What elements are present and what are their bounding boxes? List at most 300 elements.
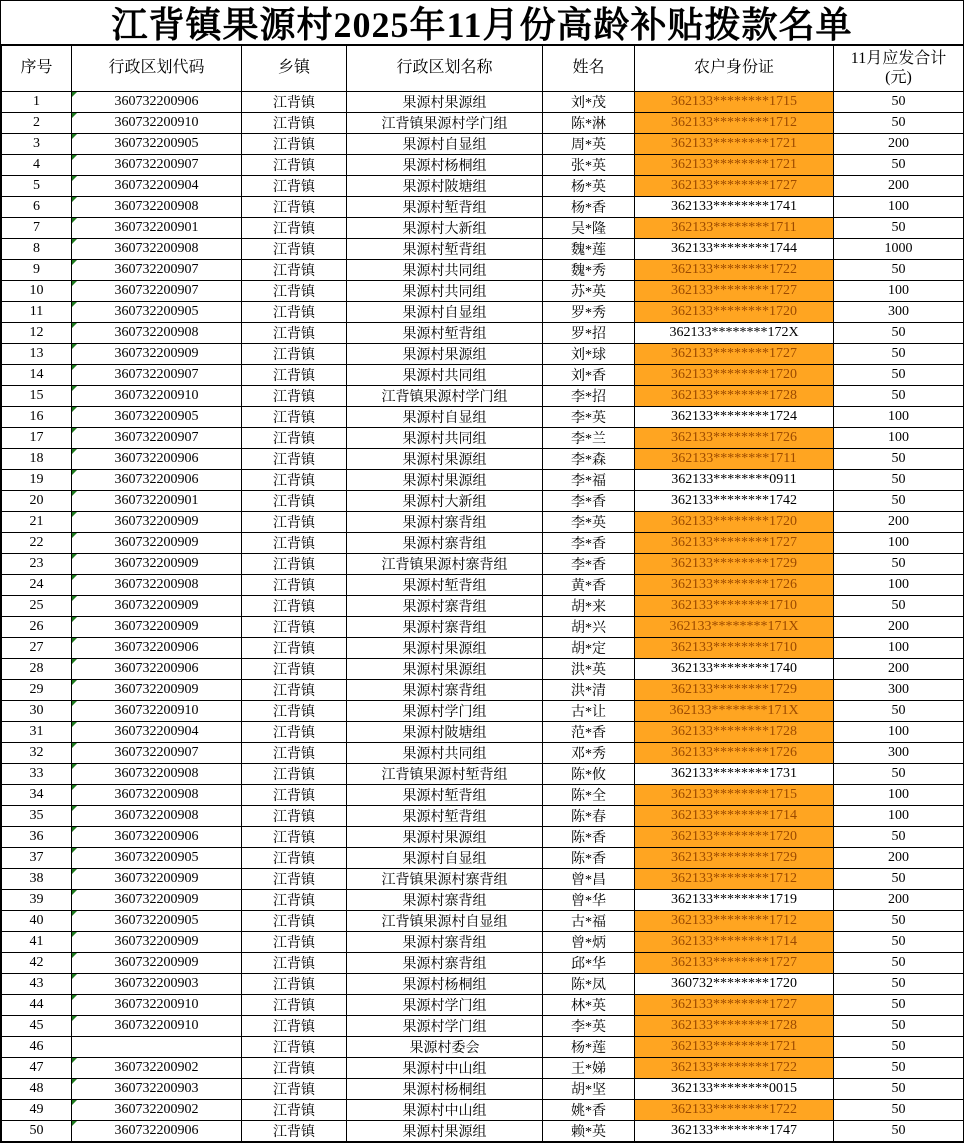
cell-name[interactable]: 邱*华 [543, 953, 635, 974]
cell-name[interactable]: 林*英 [543, 995, 635, 1016]
cell-serial[interactable]: 15 [2, 386, 72, 407]
cell-district-code[interactable]: 360732200908 [72, 764, 242, 785]
cell-district-name[interactable]: 果源村中山组 [347, 1100, 543, 1121]
cell-town[interactable]: 江背镇 [242, 638, 347, 659]
cell-district-name[interactable]: 果源村学门组 [347, 701, 543, 722]
cell-serial[interactable]: 12 [2, 323, 72, 344]
cell-id-number[interactable]: 362133********1711 [635, 218, 834, 239]
cell-id-number[interactable]: 362133********1729 [635, 848, 834, 869]
cell-town[interactable]: 江背镇 [242, 449, 347, 470]
cell-name[interactable]: 赖*英 [543, 1121, 635, 1142]
cell-district-name[interactable]: 果源村堑背组 [347, 575, 543, 596]
cell-serial[interactable]: 8 [2, 239, 72, 260]
cell-district-code[interactable] [72, 1037, 242, 1058]
cell-town[interactable]: 江背镇 [242, 932, 347, 953]
cell-name[interactable]: 李*招 [543, 386, 635, 407]
cell-district-code[interactable]: 360732200904 [72, 176, 242, 197]
cell-town[interactable]: 江背镇 [242, 470, 347, 491]
cell-town[interactable]: 江背镇 [242, 575, 347, 596]
cell-district-name[interactable]: 果源村果源组 [347, 1121, 543, 1142]
cell-district-name[interactable]: 果源村寨背组 [347, 533, 543, 554]
cell-town[interactable]: 江背镇 [242, 239, 347, 260]
cell-name[interactable]: 李*香 [543, 554, 635, 575]
cell-id-number[interactable]: 362133********1712 [635, 869, 834, 890]
cell-name[interactable]: 刘*香 [543, 365, 635, 386]
cell-name[interactable]: 范*香 [543, 722, 635, 743]
cell-serial[interactable]: 21 [2, 512, 72, 533]
cell-amount[interactable]: 50 [834, 1079, 964, 1100]
cell-town[interactable]: 江背镇 [242, 155, 347, 176]
cell-town[interactable]: 江背镇 [242, 1037, 347, 1058]
cell-district-name[interactable]: 果源村堑背组 [347, 806, 543, 827]
cell-town[interactable]: 江背镇 [242, 113, 347, 134]
cell-name[interactable]: 罗*秀 [543, 302, 635, 323]
cell-amount[interactable]: 50 [834, 554, 964, 575]
cell-district-name[interactable]: 果源村共同组 [347, 281, 543, 302]
cell-name[interactable]: 曾*昌 [543, 869, 635, 890]
cell-id-number[interactable]: 362133********1727 [635, 995, 834, 1016]
cell-id-number[interactable]: 362133********1727 [635, 344, 834, 365]
cell-amount[interactable]: 100 [834, 785, 964, 806]
cell-serial[interactable]: 2 [2, 113, 72, 134]
cell-serial[interactable]: 37 [2, 848, 72, 869]
cell-id-number[interactable]: 362133********0015 [635, 1079, 834, 1100]
cell-serial[interactable]: 40 [2, 911, 72, 932]
cell-district-name[interactable]: 果源村大新组 [347, 218, 543, 239]
cell-town[interactable]: 江背镇 [242, 92, 347, 113]
cell-serial[interactable]: 42 [2, 953, 72, 974]
cell-town[interactable]: 江背镇 [242, 428, 347, 449]
cell-amount[interactable]: 100 [834, 722, 964, 743]
cell-name[interactable]: 李*英 [543, 512, 635, 533]
cell-town[interactable]: 江背镇 [242, 365, 347, 386]
cell-district-code[interactable]: 360732200909 [72, 533, 242, 554]
cell-district-code[interactable]: 360732200909 [72, 344, 242, 365]
cell-district-name[interactable]: 果源村寨背组 [347, 617, 543, 638]
cell-district-name[interactable]: 果源村学门组 [347, 995, 543, 1016]
cell-amount[interactable]: 50 [834, 113, 964, 134]
cell-serial[interactable]: 41 [2, 932, 72, 953]
cell-amount[interactable]: 100 [834, 638, 964, 659]
cell-serial[interactable]: 5 [2, 176, 72, 197]
cell-amount[interactable]: 50 [834, 953, 964, 974]
cell-amount[interactable]: 100 [834, 575, 964, 596]
cell-town[interactable]: 江背镇 [242, 176, 347, 197]
cell-name[interactable]: 王*娣 [543, 1058, 635, 1079]
cell-serial[interactable]: 11 [2, 302, 72, 323]
cell-amount[interactable]: 50 [834, 701, 964, 722]
cell-amount[interactable]: 300 [834, 680, 964, 701]
cell-serial[interactable]: 24 [2, 575, 72, 596]
cell-district-code[interactable]: 360732200909 [72, 596, 242, 617]
cell-id-number[interactable]: 362133********1724 [635, 407, 834, 428]
cell-district-name[interactable]: 果源村果源组 [347, 344, 543, 365]
cell-name[interactable]: 刘*球 [543, 344, 635, 365]
cell-town[interactable]: 江背镇 [242, 554, 347, 575]
cell-town[interactable]: 江背镇 [242, 1016, 347, 1037]
cell-district-name[interactable]: 果源村自显组 [347, 134, 543, 155]
cell-name[interactable]: 陈*淋 [543, 113, 635, 134]
cell-amount[interactable]: 50 [834, 932, 964, 953]
cell-district-code[interactable]: 360732200910 [72, 386, 242, 407]
cell-district-code[interactable]: 360732200907 [72, 365, 242, 386]
cell-district-code[interactable]: 360732200907 [72, 260, 242, 281]
cell-amount[interactable]: 50 [834, 1058, 964, 1079]
cell-amount[interactable]: 1000 [834, 239, 964, 260]
cell-amount[interactable]: 50 [834, 596, 964, 617]
cell-amount[interactable]: 50 [834, 92, 964, 113]
cell-name[interactable]: 张*英 [543, 155, 635, 176]
cell-amount[interactable]: 200 [834, 659, 964, 680]
cell-district-name[interactable]: 果源村果源组 [347, 449, 543, 470]
cell-district-code[interactable]: 360732200906 [72, 659, 242, 680]
cell-id-number[interactable]: 362133********1715 [635, 785, 834, 806]
cell-serial[interactable]: 10 [2, 281, 72, 302]
cell-id-number[interactable]: 362133********1715 [635, 92, 834, 113]
cell-id-number[interactable]: 362133********1727 [635, 953, 834, 974]
cell-serial[interactable]: 47 [2, 1058, 72, 1079]
cell-name[interactable]: 刘*茂 [543, 92, 635, 113]
cell-town[interactable]: 江背镇 [242, 995, 347, 1016]
cell-district-code[interactable]: 360732200905 [72, 407, 242, 428]
cell-id-number[interactable]: 362133********1728 [635, 386, 834, 407]
cell-district-name[interactable]: 果源村共同组 [347, 365, 543, 386]
cell-amount[interactable]: 50 [834, 1037, 964, 1058]
cell-id-number[interactable]: 362133********1722 [635, 260, 834, 281]
cell-serial[interactable]: 14 [2, 365, 72, 386]
cell-serial[interactable]: 3 [2, 134, 72, 155]
cell-district-code[interactable]: 360732200906 [72, 470, 242, 491]
cell-id-number[interactable]: 362133********1727 [635, 281, 834, 302]
cell-amount[interactable]: 50 [834, 974, 964, 995]
cell-district-name[interactable]: 江背镇果源村堑背组 [347, 764, 543, 785]
cell-name[interactable]: 胡*来 [543, 596, 635, 617]
cell-serial[interactable]: 45 [2, 1016, 72, 1037]
cell-name[interactable]: 魏*莲 [543, 239, 635, 260]
cell-serial[interactable]: 1 [2, 92, 72, 113]
cell-name[interactable]: 周*英 [543, 134, 635, 155]
cell-id-number[interactable]: 362133********1722 [635, 1100, 834, 1121]
cell-district-name[interactable]: 果源村堑背组 [347, 323, 543, 344]
cell-id-number[interactable]: 362133********1721 [635, 155, 834, 176]
cell-district-code[interactable]: 360732200909 [72, 890, 242, 911]
cell-id-number[interactable]: 362133********1712 [635, 113, 834, 134]
cell-district-code[interactable]: 360732200905 [72, 134, 242, 155]
cell-district-code[interactable]: 360732200907 [72, 743, 242, 764]
cell-amount[interactable]: 50 [834, 386, 964, 407]
cell-name[interactable]: 罗*招 [543, 323, 635, 344]
cell-id-number[interactable]: 362133********1728 [635, 722, 834, 743]
cell-name[interactable]: 李*英 [543, 1016, 635, 1037]
cell-id-number[interactable]: 362133********1712 [635, 911, 834, 932]
cell-amount[interactable]: 200 [834, 890, 964, 911]
cell-district-name[interactable]: 果源村堑背组 [347, 239, 543, 260]
cell-amount[interactable]: 50 [834, 344, 964, 365]
cell-id-number[interactable]: 362133********0911 [635, 470, 834, 491]
cell-district-code[interactable]: 360732200909 [72, 953, 242, 974]
cell-district-name[interactable]: 江背镇果源村寨背组 [347, 554, 543, 575]
cell-town[interactable]: 江背镇 [242, 743, 347, 764]
cell-serial[interactable]: 13 [2, 344, 72, 365]
cell-id-number[interactable]: 362133********1742 [635, 491, 834, 512]
cell-name[interactable]: 李*香 [543, 533, 635, 554]
cell-name[interactable]: 胡*坚 [543, 1079, 635, 1100]
cell-town[interactable]: 江背镇 [242, 1079, 347, 1100]
cell-district-code[interactable]: 360732200903 [72, 1079, 242, 1100]
cell-serial[interactable]: 16 [2, 407, 72, 428]
cell-name[interactable]: 苏*英 [543, 281, 635, 302]
cell-district-name[interactable]: 果源村果源组 [347, 659, 543, 680]
cell-serial[interactable]: 35 [2, 806, 72, 827]
cell-amount[interactable]: 50 [834, 911, 964, 932]
cell-id-number[interactable]: 362133********1727 [635, 533, 834, 554]
cell-town[interactable]: 江背镇 [242, 302, 347, 323]
cell-district-code[interactable]: 360732200904 [72, 722, 242, 743]
cell-id-number[interactable]: 362133********1741 [635, 197, 834, 218]
cell-district-code[interactable]: 360732200906 [72, 638, 242, 659]
cell-id-number[interactable]: 362133********1729 [635, 680, 834, 701]
cell-id-number[interactable]: 362133********1726 [635, 428, 834, 449]
cell-name[interactable]: 陈*春 [543, 806, 635, 827]
cell-serial[interactable]: 23 [2, 554, 72, 575]
cell-name[interactable]: 曾*华 [543, 890, 635, 911]
cell-town[interactable]: 江背镇 [242, 533, 347, 554]
cell-town[interactable]: 江背镇 [242, 722, 347, 743]
cell-amount[interactable]: 50 [834, 764, 964, 785]
cell-serial[interactable]: 17 [2, 428, 72, 449]
cell-id-number[interactable]: 362133********1714 [635, 806, 834, 827]
cell-district-name[interactable]: 江背镇果源村学门组 [347, 386, 543, 407]
cell-district-code[interactable]: 360732200901 [72, 218, 242, 239]
cell-amount[interactable]: 200 [834, 134, 964, 155]
cell-town[interactable]: 江背镇 [242, 1100, 347, 1121]
cell-amount[interactable]: 100 [834, 533, 964, 554]
cell-name[interactable]: 陈*香 [543, 827, 635, 848]
cell-town[interactable]: 江背镇 [242, 386, 347, 407]
cell-name[interactable]: 李*香 [543, 491, 635, 512]
cell-district-name[interactable]: 果源村寨背组 [347, 953, 543, 974]
cell-name[interactable]: 陈*攸 [543, 764, 635, 785]
cell-district-name[interactable]: 果源村堑背组 [347, 197, 543, 218]
cell-town[interactable]: 江背镇 [242, 491, 347, 512]
cell-town[interactable]: 江背镇 [242, 1121, 347, 1142]
cell-district-code[interactable]: 360732200905 [72, 848, 242, 869]
cell-amount[interactable]: 50 [834, 491, 964, 512]
cell-name[interactable]: 胡*兴 [543, 617, 635, 638]
cell-id-number[interactable]: 362133********1720 [635, 302, 834, 323]
cell-amount[interactable]: 200 [834, 176, 964, 197]
cell-amount[interactable]: 50 [834, 470, 964, 491]
cell-district-code[interactable]: 360732200908 [72, 575, 242, 596]
cell-amount[interactable]: 50 [834, 260, 964, 281]
cell-amount[interactable]: 200 [834, 512, 964, 533]
cell-id-number[interactable]: 360732********1720 [635, 974, 834, 995]
cell-district-name[interactable]: 果源村果源组 [347, 470, 543, 491]
cell-serial[interactable]: 26 [2, 617, 72, 638]
cell-district-code[interactable]: 360732200909 [72, 869, 242, 890]
cell-district-code[interactable]: 360732200909 [72, 617, 242, 638]
cell-district-code[interactable]: 360732200905 [72, 302, 242, 323]
cell-amount[interactable]: 50 [834, 1100, 964, 1121]
cell-district-name[interactable]: 果源村共同组 [347, 260, 543, 281]
cell-district-name[interactable]: 果源村果源组 [347, 92, 543, 113]
cell-amount[interactable]: 50 [834, 827, 964, 848]
cell-name[interactable]: 李*森 [543, 449, 635, 470]
cell-name[interactable]: 吴*隆 [543, 218, 635, 239]
cell-name[interactable]: 胡*定 [543, 638, 635, 659]
cell-district-name[interactable]: 果源村杨桐组 [347, 155, 543, 176]
cell-id-number[interactable]: 362133********171X [635, 617, 834, 638]
cell-town[interactable]: 江背镇 [242, 512, 347, 533]
cell-district-code[interactable]: 360732200903 [72, 974, 242, 995]
cell-town[interactable]: 江背镇 [242, 848, 347, 869]
cell-id-number[interactable]: 362133********1740 [635, 659, 834, 680]
cell-district-code[interactable]: 360732200908 [72, 806, 242, 827]
cell-name[interactable]: 李*兰 [543, 428, 635, 449]
cell-amount[interactable]: 100 [834, 428, 964, 449]
cell-district-code[interactable]: 360732200908 [72, 239, 242, 260]
cell-serial[interactable]: 18 [2, 449, 72, 470]
cell-name[interactable]: 古*福 [543, 911, 635, 932]
cell-district-name[interactable]: 果源村寨背组 [347, 932, 543, 953]
cell-district-code[interactable]: 360732200906 [72, 827, 242, 848]
cell-name[interactable]: 陈*凤 [543, 974, 635, 995]
cell-serial[interactable]: 29 [2, 680, 72, 701]
cell-id-number[interactable]: 362133********1728 [635, 1016, 834, 1037]
cell-district-code[interactable]: 360732200901 [72, 491, 242, 512]
cell-town[interactable]: 江背镇 [242, 974, 347, 995]
cell-id-number[interactable]: 362133********1727 [635, 176, 834, 197]
cell-district-name[interactable]: 果源村共同组 [347, 428, 543, 449]
cell-town[interactable]: 江背镇 [242, 323, 347, 344]
cell-district-name[interactable]: 果源村寨背组 [347, 890, 543, 911]
cell-name[interactable]: 杨*香 [543, 197, 635, 218]
cell-district-code[interactable]: 360732200902 [72, 1058, 242, 1079]
cell-serial[interactable]: 48 [2, 1079, 72, 1100]
cell-serial[interactable]: 20 [2, 491, 72, 512]
cell-serial[interactable]: 19 [2, 470, 72, 491]
cell-serial[interactable]: 4 [2, 155, 72, 176]
cell-town[interactable]: 江背镇 [242, 680, 347, 701]
cell-district-code[interactable]: 360732200910 [72, 701, 242, 722]
cell-town[interactable]: 江背镇 [242, 596, 347, 617]
cell-amount[interactable]: 50 [834, 365, 964, 386]
cell-id-number[interactable]: 362133********171X [635, 701, 834, 722]
cell-district-name[interactable]: 果源村学门组 [347, 1016, 543, 1037]
cell-amount[interactable]: 50 [834, 869, 964, 890]
cell-amount[interactable]: 300 [834, 302, 964, 323]
cell-district-name[interactable]: 果源村大新组 [347, 491, 543, 512]
cell-id-number[interactable]: 362133********1720 [635, 365, 834, 386]
cell-amount[interactable]: 50 [834, 449, 964, 470]
cell-serial[interactable]: 39 [2, 890, 72, 911]
cell-district-name[interactable]: 江背镇果源村自显组 [347, 911, 543, 932]
cell-district-code[interactable]: 360732200907 [72, 281, 242, 302]
cell-serial[interactable]: 33 [2, 764, 72, 785]
cell-district-name[interactable]: 果源村堑背组 [347, 785, 543, 806]
cell-district-code[interactable]: 360732200910 [72, 995, 242, 1016]
cell-district-name[interactable]: 果源村自显组 [347, 302, 543, 323]
cell-amount[interactable]: 50 [834, 1016, 964, 1037]
cell-district-code[interactable]: 360732200905 [72, 911, 242, 932]
cell-town[interactable]: 江背镇 [242, 785, 347, 806]
cell-town[interactable]: 江背镇 [242, 890, 347, 911]
cell-town[interactable]: 江背镇 [242, 806, 347, 827]
cell-id-number[interactable]: 362133********1721 [635, 134, 834, 155]
cell-id-number[interactable]: 362133********1726 [635, 743, 834, 764]
cell-amount[interactable]: 200 [834, 617, 964, 638]
cell-town[interactable]: 江背镇 [242, 134, 347, 155]
cell-district-name[interactable]: 果源村果源组 [347, 827, 543, 848]
cell-serial[interactable]: 36 [2, 827, 72, 848]
cell-id-number[interactable]: 362133********1744 [635, 239, 834, 260]
cell-district-code[interactable]: 360732200907 [72, 155, 242, 176]
cell-district-name[interactable]: 果源村自显组 [347, 407, 543, 428]
cell-district-code[interactable]: 360732200909 [72, 554, 242, 575]
cell-district-name[interactable]: 果源村陂塘组 [347, 176, 543, 197]
cell-serial[interactable]: 9 [2, 260, 72, 281]
cell-district-code[interactable]: 360732200906 [72, 1121, 242, 1142]
cell-name[interactable]: 陈*全 [543, 785, 635, 806]
cell-district-name[interactable]: 果源村自显组 [347, 848, 543, 869]
cell-id-number[interactable]: 362133********1720 [635, 827, 834, 848]
cell-serial[interactable]: 22 [2, 533, 72, 554]
cell-district-code[interactable]: 360732200902 [72, 1100, 242, 1121]
cell-town[interactable]: 江背镇 [242, 764, 347, 785]
cell-serial[interactable]: 44 [2, 995, 72, 1016]
cell-town[interactable]: 江背镇 [242, 911, 347, 932]
cell-town[interactable]: 江背镇 [242, 659, 347, 680]
cell-id-number[interactable]: 362133********1747 [635, 1121, 834, 1142]
cell-amount[interactable]: 200 [834, 848, 964, 869]
cell-town[interactable]: 江背镇 [242, 617, 347, 638]
cell-district-name[interactable]: 果源村中山组 [347, 1058, 543, 1079]
cell-amount[interactable]: 50 [834, 155, 964, 176]
cell-town[interactable]: 江背镇 [242, 197, 347, 218]
cell-town[interactable]: 江背镇 [242, 344, 347, 365]
cell-district-name[interactable]: 江背镇果源村寨背组 [347, 869, 543, 890]
cell-amount[interactable]: 100 [834, 806, 964, 827]
cell-serial[interactable]: 30 [2, 701, 72, 722]
cell-amount[interactable]: 50 [834, 218, 964, 239]
cell-serial[interactable]: 28 [2, 659, 72, 680]
cell-district-code[interactable]: 360732200910 [72, 113, 242, 134]
cell-name[interactable]: 魏*秀 [543, 260, 635, 281]
cell-id-number[interactable]: 362133********172X [635, 323, 834, 344]
cell-serial[interactable]: 34 [2, 785, 72, 806]
cell-serial[interactable]: 7 [2, 218, 72, 239]
cell-amount[interactable]: 100 [834, 407, 964, 428]
cell-name[interactable]: 姚*香 [543, 1100, 635, 1121]
cell-amount[interactable]: 300 [834, 743, 964, 764]
cell-district-name[interactable]: 江背镇果源村学门组 [347, 113, 543, 134]
cell-town[interactable]: 江背镇 [242, 218, 347, 239]
cell-serial[interactable]: 43 [2, 974, 72, 995]
cell-serial[interactable]: 50 [2, 1121, 72, 1142]
cell-district-code[interactable]: 360732200908 [72, 785, 242, 806]
cell-name[interactable]: 曾*炳 [543, 932, 635, 953]
cell-town[interactable]: 江背镇 [242, 869, 347, 890]
cell-town[interactable]: 江背镇 [242, 260, 347, 281]
cell-district-code[interactable]: 360732200910 [72, 1016, 242, 1037]
cell-name[interactable]: 李*福 [543, 470, 635, 491]
cell-id-number[interactable]: 362133********1710 [635, 638, 834, 659]
cell-district-code[interactable]: 360732200909 [72, 680, 242, 701]
cell-town[interactable]: 江背镇 [242, 827, 347, 848]
cell-name[interactable]: 杨*莲 [543, 1037, 635, 1058]
cell-serial[interactable]: 31 [2, 722, 72, 743]
cell-district-name[interactable]: 果源村陂塘组 [347, 722, 543, 743]
